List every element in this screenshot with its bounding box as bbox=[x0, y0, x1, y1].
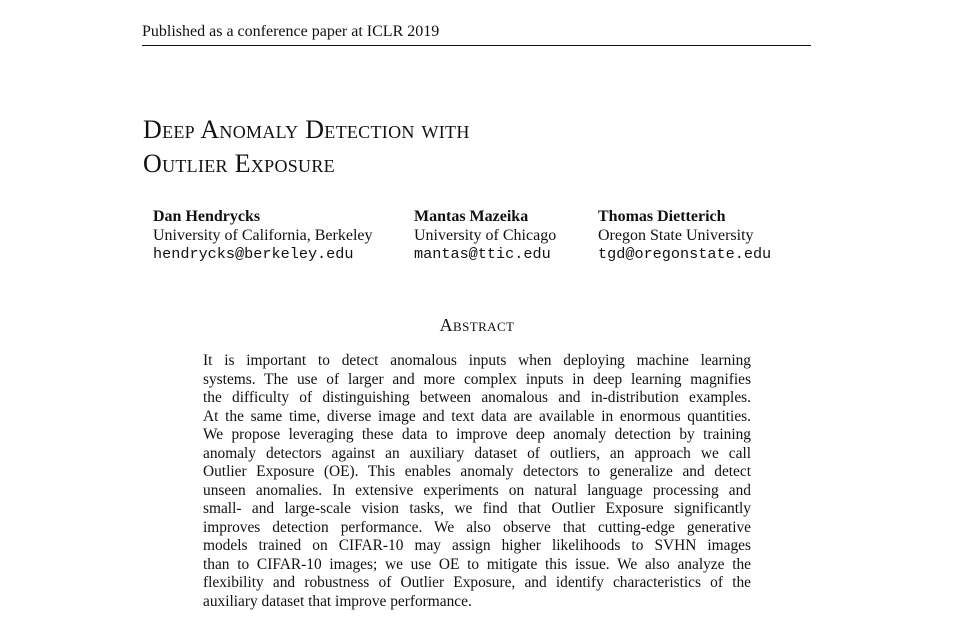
abstract-line: systems. The use of larger and more complex inputs in deep learning magnifies bbox=[203, 370, 751, 388]
author-email: hendrycks@berkeley.edu bbox=[153, 245, 354, 263]
title-line-1: Deep Anomaly Detection with bbox=[143, 115, 470, 144]
abstract-body bbox=[203, 352, 751, 611]
abstract-line: anomaly detectors against an auxiliary dataset of outliers, an approach we call bbox=[203, 444, 751, 462]
author-block bbox=[153, 207, 373, 263]
running-head-text: Published as a conference paper at ICLR 2019 bbox=[142, 23, 440, 40]
abstract-line: It is important to detect anomalous inputs when deploying machine learning bbox=[203, 352, 751, 369]
title-line-2: Outlier Exposure bbox=[143, 149, 335, 178]
paper-title bbox=[143, 113, 703, 181]
author-block bbox=[414, 207, 556, 263]
author-email: tgd@oregonstate.edu bbox=[598, 245, 772, 263]
abstract-line: the difficulty of distinguishing between anomalous and in-distribution examples. bbox=[203, 389, 751, 406]
author-affiliation: University of California, Berkeley bbox=[153, 227, 373, 244]
abstract-line: We propose leveraging these data to improve deep anomaly detection by training bbox=[203, 426, 751, 443]
author-affiliation: Oregon State University bbox=[598, 227, 754, 244]
author-block bbox=[598, 207, 771, 263]
abstract-line: flexibility and robustness of Outlier Exposure, and identify characteristics of the bbox=[203, 574, 751, 591]
author-name: Thomas Dietterich bbox=[598, 208, 726, 225]
abstract-line: auxiliary dataset that improve performance. bbox=[203, 592, 472, 610]
abstract-line: At the same time, diverse image and text data are available in enormous quantities. bbox=[203, 407, 751, 425]
abstract-line: than to CIFAR-10 images; we use OE to mitigate this issue. We also analyze the bbox=[203, 555, 751, 573]
abstract-line: small- and large-scale vision tasks, we find that Outlier Exposure significantly bbox=[203, 500, 751, 517]
author-name: Mantas Mazeika bbox=[414, 208, 529, 225]
abstract-line: unseen anomalies. In extensive experiments on natural language processing and bbox=[203, 481, 751, 499]
abstract-line: Outlier Exposure (OE). This enables anomaly detectors to generalize and detect bbox=[203, 463, 751, 480]
author-name: Dan Hendrycks bbox=[153, 208, 261, 225]
author-affiliation: University of Chicago bbox=[414, 227, 557, 244]
abstract-line: models trained on CIFAR-10 may assign higher likelihoods to SVHN images bbox=[203, 537, 751, 554]
abstract-line: improves detection performance. We also observe that cutting-edge generative bbox=[203, 518, 751, 536]
abstract-heading: Abstract bbox=[439, 315, 515, 335]
author-email: mantas@ttic.edu bbox=[414, 245, 551, 263]
running-header bbox=[142, 22, 811, 46]
